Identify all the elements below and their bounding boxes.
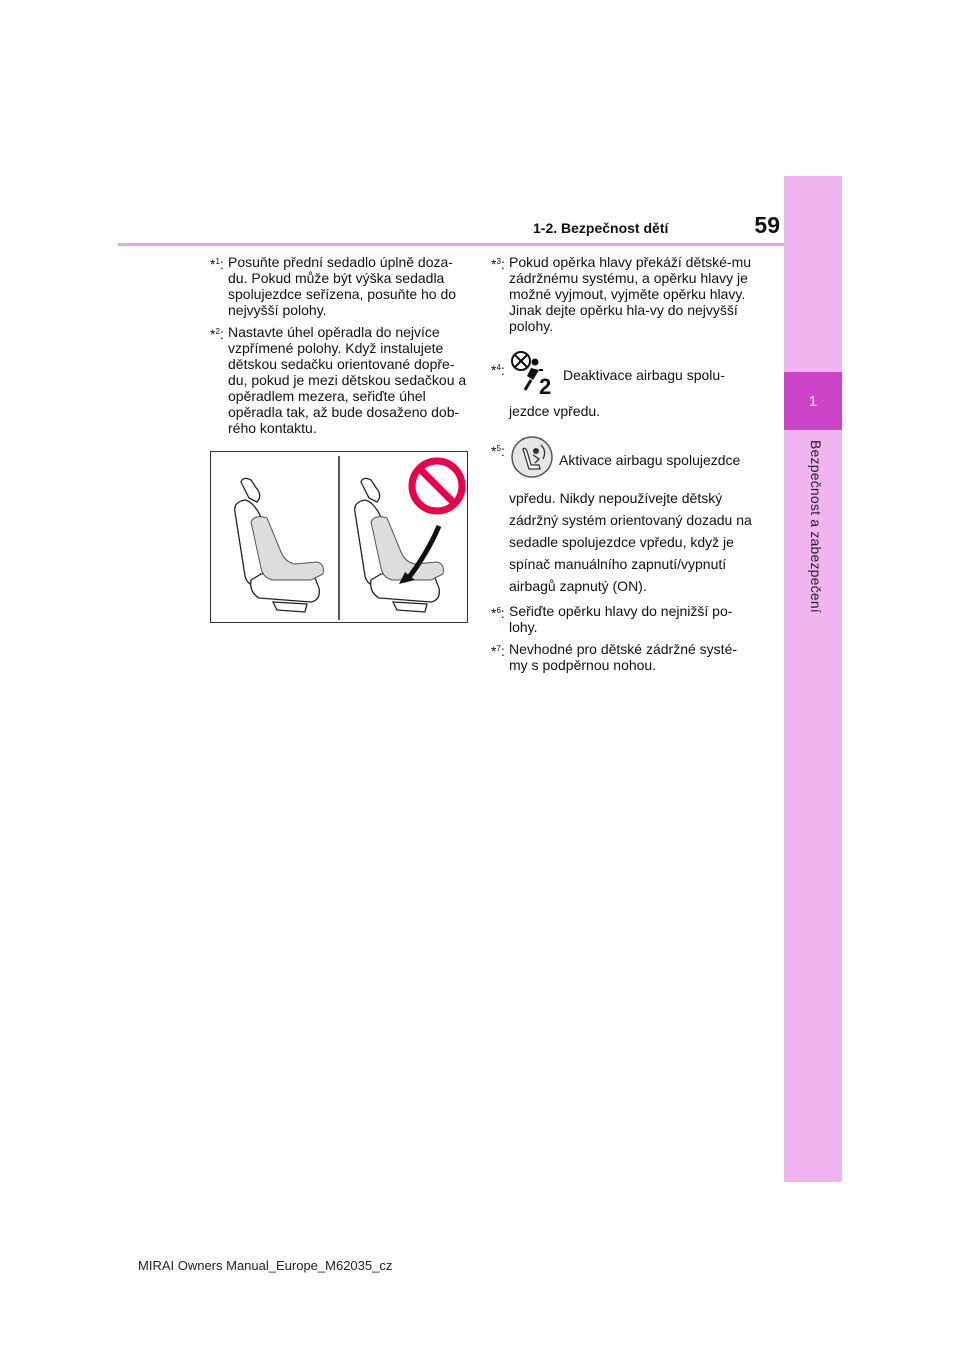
header-rule (118, 243, 784, 246)
airbag-on-icon (509, 435, 555, 485)
note-6: *$^6$: Seřiďte opěrku hlavy do nejnižší po-lohy. (491, 603, 733, 635)
child-seat-right (371, 517, 443, 580)
seat-illustration (210, 451, 468, 623)
child-seat-left (251, 517, 323, 580)
airbag-off-icon (509, 350, 559, 399)
note-text: Pokud opěrka hlavy překáží dětské-mu zádržnému systému, a opěrku hlavy je možné vyjmout, vyjměte opěrku hlavy. Jinak dejte opěrku hla-vy do nejvyšší polohy. (509, 254, 752, 334)
chapter-side-tab (784, 176, 842, 1182)
note-text: Deaktivace airbagu spolu- (563, 366, 725, 383)
note-3: *$^3$: Pokud opěrka hlavy překáží dětské-mu zádržnému systému, a opěrku hlavy je možné vyjmout, vyjměte opěrku hlavy. Jinak dejte opěrku hla-vy do nejvyšší polohy. (491, 254, 752, 334)
note-7: *$^7$: Nevhodné pro dětské zádržné systé-my s podpěrnou nohou. (491, 641, 738, 673)
note-text: Posuňte přední sedadlo úplně doza-du. Pokud může být výška sedadla spolujezdce seřízena, posuňte ho do nejvyšší polohy. (228, 254, 457, 318)
note-5: *$^5$: Aktivace airbagu spolujezdce vpředu. Nikdy nepoužívejte dětský zádržný systém orientovaný dozadu na sedadle spolujezdce vpředu, když je spínač manuálního zapnutí/vypnutí airbagů zapnutý (ON). (491, 435, 753, 597)
note-text-continued: vpředu. Nikdy nepoužívejte dětský zádržný systém orientovaný dozadu na sedadle spolujezdce vpředu, když je spínač manuálního zapnutí/vypnutí airbagů zapnutý (ON). (509, 490, 752, 594)
note-text: Seřiďte opěrku hlavy do nejnižší po-lohy. (509, 603, 733, 635)
chapter-label: Bezpečnost a zabezpečení (808, 440, 824, 613)
note-4: *$^4$: 2 Deaktivace airbagu spolu- jezdce vpředu. (491, 350, 753, 419)
note-text: Aktivace airbagu spolujezdce (559, 452, 741, 468)
left-column (210, 254, 472, 442)
note-text-continued: jezdce vpředu. (509, 403, 601, 419)
note-1: *$^1$: Posuňte přední sedadlo úplně doza-du. Pokud může být výška sedadla spolujezdce seřízena, posuňte ho do nejvyšší polohy. (210, 254, 457, 318)
svg-text:2: 2 (539, 374, 552, 396)
seat-drawing (211, 452, 467, 622)
note-text: Nastavte úhel opěradla do nejvíce vzpřímené polohy. Když instalujete dětskou sedačku orientované dopře-du, pokud je mezi dětskou sedačkou a opěradlem mezera, seřiďte úhel opěradla tak, až bude dosaženo dob-rého kontaktu. (228, 324, 467, 436)
page-number: 59 (754, 212, 780, 238)
note-2: *$^2$: Nastavte úhel opěradla do nejvíce vzpřímené polohy. Když instalujete dětskou sedačku orientované dopře-du, pokud je mezi dětskou sedačkou a opěradlem mezera, seřiďte úhel opěradla tak, až bude dosaženo dob-rého kontaktu. (210, 324, 467, 436)
prohibited-icon (412, 461, 462, 511)
section-title: 1-2. Bezpečnost dětí (533, 220, 669, 236)
note-text: Nevhodné pro dětské zádržné systé-my s podpěrnou nohou. (509, 641, 738, 673)
chapter-number: 1 (784, 372, 842, 430)
right-column (491, 254, 753, 679)
footer-text: MIRAI Owners Manual_Europe_M62035_cz (138, 1258, 393, 1273)
